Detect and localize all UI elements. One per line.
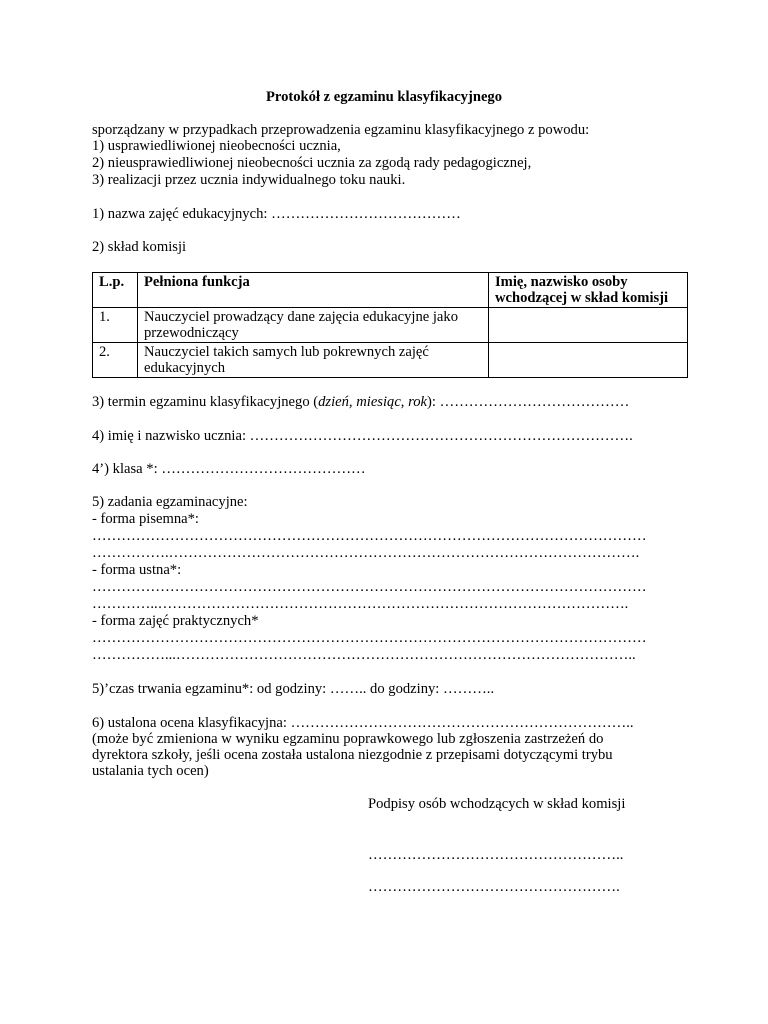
committee-heading: 2) skład komisji [92,239,187,255]
table-cell: Nauczyciel takich samych lub pokrewnych zajęć edukacyjnych [138,343,489,378]
field-label-italic: dzień, miesiąc, rok [318,394,428,410]
column-header: Pełniona funkcja [138,273,489,308]
field-final-grade [92,715,634,731]
table-cell: 1. [93,308,138,343]
intro-lead: sporządzany w przypadkach przeprowadzenia egzaminu klasyfikacyjnego z powodu: [92,122,590,138]
field-exam-date [92,394,629,410]
column-header: Imię, nazwisko osoby wchodzącej w skład komisji [489,273,688,308]
fill-dots: ………………………………… [439,394,630,410]
grade-note: (może być zmieniona w wyniku egzaminu poprawkowego lub zgłoszenia zastrzeżeń do [92,731,604,747]
grade-note: ustalania tych ocen) [92,763,209,779]
fill-line: …………….……………………………………………………………………………………. [92,545,640,561]
fill-dots: …….. [329,681,367,697]
field-label: 6) ustalona ocena klasyfikacyjna: [92,715,287,731]
field-exam-duration [92,681,494,697]
committee-table [92,272,688,378]
fill-line: …………………………………………………………………………………………………… [92,528,647,544]
field-label: 4) imię i nazwisko ucznia: [92,428,246,444]
fill-line: …………..……………………………………………………………………………………. [92,596,629,612]
reason-item: 1) usprawiedliwionej nieobecności ucznia, [92,138,341,154]
table-row [93,308,688,343]
signature-line: ……………………………………………. [368,879,620,895]
signature-line: …………………………………………….. [368,847,624,863]
field-label: 5)’czas trwania egzaminu*: od godziny: [92,681,327,697]
table-header-row [93,273,688,308]
table-cell [489,343,688,378]
fill-dots: ……………………………………………………………………. [249,428,633,444]
signatures-label: Podpisy osób wchodzących w skład komisji [368,796,626,812]
fill-dots: …………………………………………………………….. [290,715,634,731]
field-label: do godziny: [370,681,440,697]
column-header: L.p. [93,273,138,308]
field-label: ): [427,394,436,410]
form-practical-label: - forma zajęć praktycznych* [92,613,259,629]
document-title: Protokół z egzaminu klasyfikacyjnego [265,89,503,105]
exam-tasks-heading: 5) zadania egzaminacyjne: [92,494,248,510]
table-cell: 2. [93,343,138,378]
field-label: 3) termin egzaminu klasyfikacyjnego ( [92,394,319,410]
fill-dots: ………………………………… [271,206,461,222]
field-subject-name [92,206,461,222]
fill-dots: ……….. [443,681,495,697]
grade-note: dyrektora szkoły, jeśli ocena została ustalona niezgodnie z przepisami dotyczącymi trybu [92,747,613,763]
fill-line: …………………………………………………………………………………………………… [92,630,647,646]
table-row [93,343,688,378]
table-cell [489,308,688,343]
table-cell: Nauczyciel prowadzący dane zajęcia edukacyjne jako przewodniczący [138,308,489,343]
fill-line: …………………………………………………………………………………………………… [92,579,647,595]
fill-line: ……………...………………………………………………………………………………….. [92,647,636,663]
field-student-name [92,428,633,444]
reason-item: 2) nieusprawiedliwionej nieobecności ucznia za zgodą rady pedagogicznej, [92,155,532,171]
field-class [92,461,366,477]
form-written-label: - forma pisemna*: [92,511,199,527]
field-label: 4’) klasa *: [92,461,158,477]
form-oral-label: - forma ustna*: [92,562,182,578]
fill-dots: …………………………………… [161,461,366,477]
reason-item: 3) realizacji przez ucznia indywidualnego toku nauki. [92,172,406,188]
field-label: 1) nazwa zajęć edukacyjnych: [92,206,268,222]
